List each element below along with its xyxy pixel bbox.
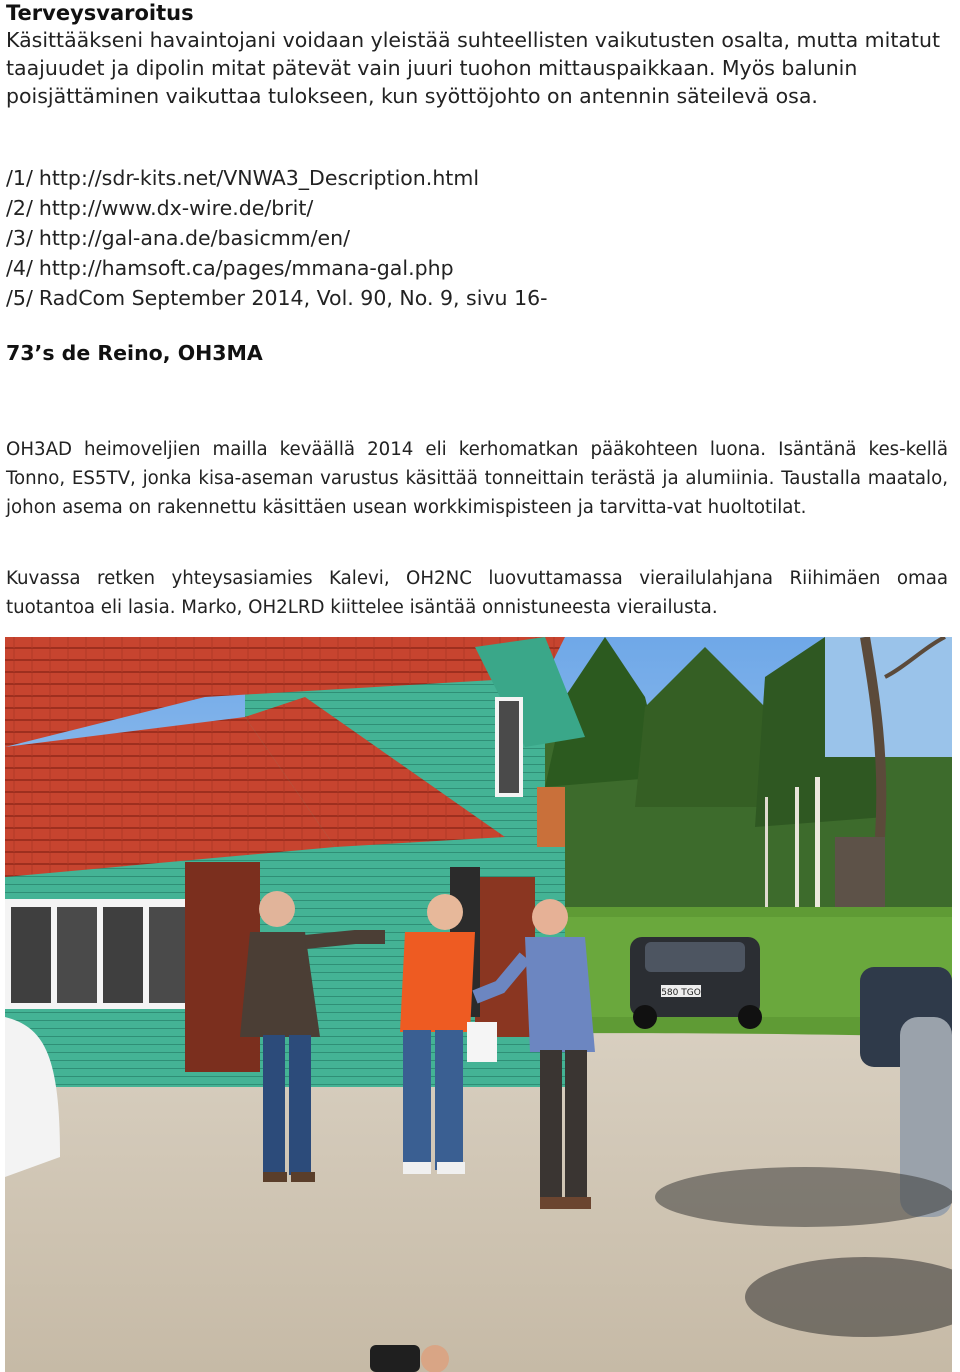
- reference-item: [6, 193, 906, 223]
- reference-text: RadCom September 2014, Vol. 90, No. 9, sivu 16-: [38, 286, 548, 310]
- reference-item: [6, 223, 906, 253]
- reference-link[interactable]: http://www.dx-wire.de/brit/: [38, 196, 314, 220]
- reference-link[interactable]: http://hamsoft.ca/pages/mmana-gal.php: [38, 256, 454, 280]
- warning-text: Käsittääkseni havaintojani voidaan yleistää suhteellisten vaikutusten osalta, mutta mitatut taajuudet ja dipolin mitat pätevät vain juuri tuohon mittauspaikkaan. Myös balunin poisjättäminen vaikuttaa tulokseen, kun syöttöjohto on antennin säteilevä osa.: [6, 28, 940, 109]
- photographer-camera: [370, 1345, 449, 1372]
- reference-number: /1/: [6, 166, 33, 190]
- reference-item: [6, 253, 906, 283]
- license-plate: 580 TGO: [661, 988, 701, 998]
- reference-item: [6, 283, 906, 313]
- group-photo: [5, 637, 952, 1372]
- warning-title: Terveysvaroitus: [6, 1, 194, 25]
- reference-link[interactable]: http://sdr-kits.net/VNWA3_Description.html: [38, 166, 480, 190]
- reference-link[interactable]: http://gal-ana.de/basicmm/en/: [38, 226, 351, 250]
- reference-number: /2/: [6, 196, 33, 220]
- parked-car: [630, 937, 762, 1029]
- reference-number: /3/: [6, 226, 33, 250]
- reference-number: /4/: [6, 256, 33, 280]
- photo-caption: Kuvassa retken yhteysasiamies Kalevi, OH2NC luovuttamassa vierailulahjana Riihimäen omaa tuotantoa eli lasia. Marko, OH2LRD kiittelee isäntää onnistuneesta vierailusta.: [6, 568, 948, 618]
- reference-list: [6, 163, 906, 313]
- reference-item: [6, 163, 906, 193]
- reference-number: /5/: [6, 286, 33, 310]
- photo-caption: OH3AD heimoveljien mailla keväällä 2014 eli kerhomatkan pääkohteen luona. Isäntänä kes-kellä Tonno, ES5TV, jonka kisa-aseman varustus käsittää tonneittain terästä ja alumiinia. Taustalla maatalo, johon asema on rakennettu käsittäen usean workkimispisteen ja tarvitta-vat huoltotilat.: [6, 439, 948, 518]
- signature: 73’s de Reino, OH3MA: [6, 341, 263, 365]
